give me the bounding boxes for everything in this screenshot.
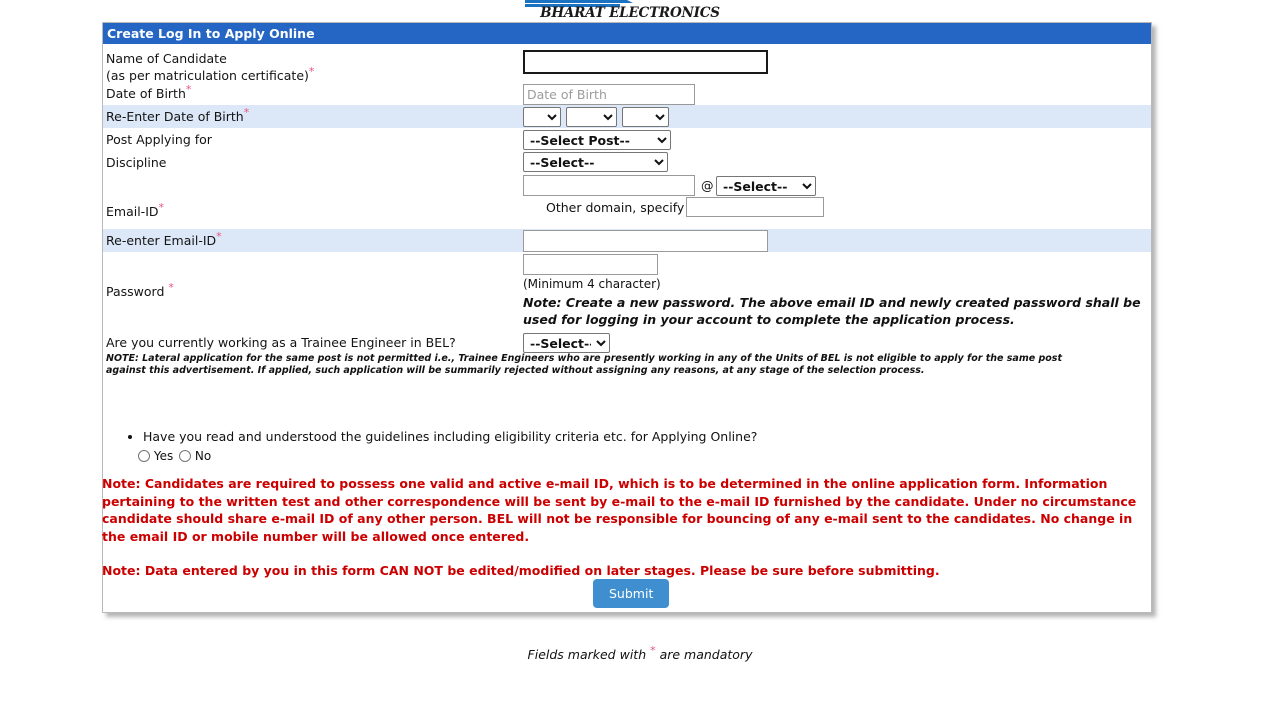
email-notice: Note: Candidates are required to possess one valid and active e-mail ID, which is to be determined in the online application form. Information pertaining to the written test and other correspondence will be sent by e-mail to the e-mail ID furnished by the candidate. Under no circumstance candidate should share e-mail ID of any other person. BEL will not be responsible for bouncing of any e-mail sent to the candidates. No change in the email ID or mobile number will be allowed once entered. [102,476,1137,544]
label-name-of-candidate-sub [106,64,315,83]
name-of-candidate-input[interactable] [523,50,768,74]
bel-logo [525,0,735,22]
required-asterisk: * [216,229,222,243]
guidelines-radio-no-label[interactable]: No [194,449,212,463]
footer-text-before: Fields marked with [527,647,651,662]
re-enter-dob-day-select[interactable] [523,107,561,127]
password-note: Note: Create a new password. The above email ID and newly created password shall be used for logging in your account to complete the application process. [523,295,1141,327]
label-trainee-text: Are you currently working as a Trainee Engineer in BEL? [106,335,456,350]
label-password [106,280,174,299]
email-local-part-input[interactable] [523,175,695,196]
label-email-id [106,200,165,219]
label-re-enter-email [106,229,222,248]
password-input[interactable] [523,254,658,275]
footer-asterisk: * [650,643,656,657]
guidelines-radio-yes[interactable] [138,450,150,462]
required-asterisk: * [158,200,165,214]
password-hint: (Minimum 4 character) [523,277,661,291]
label-re-email-text: Re-enter Email-ID [106,233,217,248]
label-re-enter-dob [106,105,250,124]
row-name-of-candidate [103,44,1151,83]
re-enter-dob-month-select[interactable] [566,107,617,127]
guidelines-list [126,429,1026,445]
label-post-applying-for [106,132,212,147]
label-date-of-birth [106,82,192,101]
other-domain-label: Other domain, specify [546,200,685,215]
required-asterisk: * [168,280,174,294]
panel-header-title: Create Log In to Apply Online [103,23,1151,44]
email-domain-select[interactable] [716,176,816,196]
label-name-of-candidate [106,51,227,66]
row-trainee-engineer [103,326,1151,376]
label-trainee-engineer [106,335,456,350]
guidelines-bullet-block [126,429,1026,445]
row-post-applying-for [103,128,1151,151]
label-name-line2: (as per matriculation certificate) [106,68,309,83]
label-post-text: Post Applying for [106,132,212,147]
row-re-enter-email-id [103,229,1151,252]
logo-text: BHARAT ELECTRONICS [540,5,720,21]
label-discipline [106,155,166,170]
edit-notice: Note: Data entered by you in this form CAN NOT be edited/modified on later stages. Please be sure before submitting. [102,563,940,578]
footer-text-after: are mandatory [655,647,753,662]
post-applying-for-select[interactable] [523,130,671,150]
row-discipline [103,151,1151,174]
re-enter-dob-year-select[interactable] [622,107,669,127]
required-asterisk: * [185,82,192,96]
label-password-text: Password [106,284,165,299]
label-dob-text: Date of Birth [106,86,186,101]
date-of-birth-input[interactable] [523,84,695,105]
guidelines-question: • Have you read and understood the guidelines including eligibility criteria etc. for Applying Online? [143,429,1026,445]
row-date-of-birth [103,83,1151,105]
label-email-text: Email-ID [106,204,159,219]
row-password [103,252,1151,326]
trainee-engineer-select[interactable] [523,333,610,353]
trainee-engineer-note: NOTE: Lateral application for the same post is not permitted i.e., Trainee Engineers who are presently working in any of the Units of BEL is not eligible to apply for the same post against this advertisement. If applied, such application will be summarily rejected without assigning any reasons, at any stage of the selection process. [106,353,1063,376]
required-asterisk: * [243,105,250,119]
guidelines-radio-group [138,449,213,463]
at-symbol: @ [701,178,714,193]
discipline-select[interactable] [523,152,668,172]
required-asterisk: * [308,64,315,78]
row-email-id [103,174,1151,229]
label-name-line1: Name of Candidate [106,51,227,66]
other-domain-input[interactable] [686,197,824,217]
submit-button[interactable]: Submit [593,579,669,608]
mandatory-fields-footer [0,643,1280,662]
guidelines-radio-yes-label[interactable]: Yes [153,449,174,463]
re-enter-email-input[interactable] [523,230,768,252]
guidelines-radio-no[interactable] [179,450,191,462]
row-re-enter-date-of-birth [103,105,1151,128]
label-re-dob-text: Re-Enter Date of Birth [106,109,244,124]
label-discipline-text: Discipline [106,155,167,170]
